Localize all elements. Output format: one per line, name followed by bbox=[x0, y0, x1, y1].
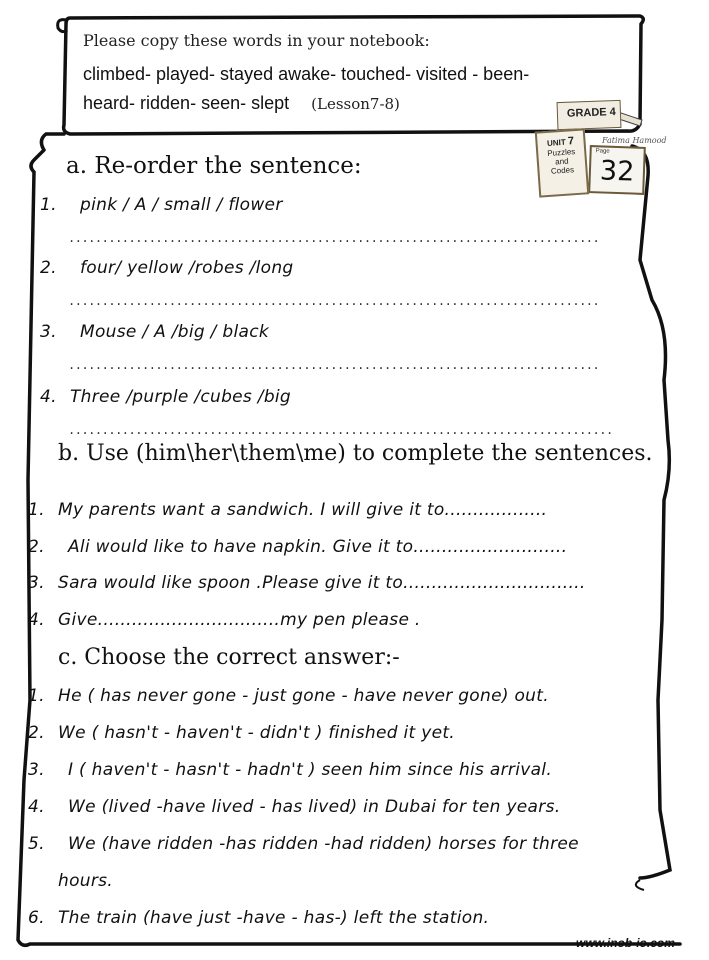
grade-badge bbox=[557, 100, 622, 130]
section-c-item-1 bbox=[28, 686, 549, 706]
section-b-item-3 bbox=[28, 573, 586, 593]
section-a-item-1 bbox=[40, 195, 283, 215]
item-text: He ( has never gone - just gone - have never gone) out. bbox=[58, 686, 549, 706]
unit-title-line-2: and bbox=[554, 156, 569, 167]
page-badge bbox=[588, 145, 646, 195]
author-signature: Fatima Hamood bbox=[602, 136, 667, 145]
section-c-item-6 bbox=[28, 908, 489, 928]
item-number: 2. bbox=[28, 723, 45, 743]
item-number: 4. bbox=[28, 610, 45, 630]
item-text: Ali would like to have napkin. Give it to........................... bbox=[68, 537, 568, 557]
item-number: 1. bbox=[28, 500, 45, 520]
item-text: Three /purple /cubes /big bbox=[70, 387, 292, 407]
unit-number: 7 bbox=[567, 135, 575, 148]
answer-line-a1: ............................................................................... bbox=[68, 231, 600, 245]
item-number: 1. bbox=[28, 686, 45, 706]
item-text: hours. bbox=[58, 871, 113, 891]
section-b-item-2 bbox=[28, 537, 567, 557]
word-list-line-2 bbox=[83, 93, 400, 114]
copy-instruction: Please copy these words in your notebook: bbox=[83, 31, 430, 50]
item-number: 5. bbox=[28, 834, 45, 854]
word-list-line-1: climbed- played- stayed awake- touched- visited - been- bbox=[83, 64, 530, 84]
lesson-reference: (Lesson7-8) bbox=[311, 95, 400, 113]
section-b-item-1 bbox=[28, 500, 547, 520]
item-text: We (lived -have lived - has lived) in Dubai for ten years. bbox=[68, 797, 561, 817]
item-number: 2. bbox=[28, 537, 45, 557]
item-number: 1. bbox=[40, 195, 57, 215]
section-c-item-2 bbox=[28, 723, 455, 743]
unit-title-line-3: Codes bbox=[550, 165, 575, 176]
section-c-item-5-continued bbox=[58, 871, 113, 891]
word-list-line-2-text: heard- ridden- seen- slept bbox=[83, 93, 290, 113]
item-number: 4. bbox=[28, 797, 45, 817]
item-number: 2. bbox=[40, 258, 57, 278]
item-number: 3. bbox=[28, 573, 45, 593]
unit-badge bbox=[535, 128, 589, 197]
section-c-item-3 bbox=[28, 760, 552, 780]
answer-line-a3: ............................................................................... bbox=[68, 358, 600, 372]
item-text: Give................................my pen please . bbox=[58, 610, 421, 630]
section-b-heading: b. Use (him\her\them\me) to complete the sentences. bbox=[58, 441, 653, 466]
unit-label: UNIT bbox=[546, 137, 567, 148]
section-c-item-5 bbox=[28, 834, 579, 854]
item-text: I ( haven't - hasn't - hadn't ) seen him since his arrival. bbox=[68, 760, 553, 780]
section-b-item-4 bbox=[28, 610, 421, 630]
item-text: The train (have just -have - has-) left the station. bbox=[58, 908, 490, 928]
unit-title-line-1: Puzzles bbox=[546, 147, 576, 158]
item-text: pink / A / small / flower bbox=[80, 195, 283, 215]
source-url: www.inob-io.com bbox=[576, 936, 675, 950]
item-text: four/ yellow /robes /long bbox=[80, 258, 294, 278]
item-number: 4. bbox=[40, 387, 57, 407]
item-text: We ( hasn't - haven't - didn't ) finished it yet. bbox=[58, 723, 456, 743]
grade-label: GRADE 4 bbox=[566, 106, 617, 120]
item-text: Mouse / A /big / black bbox=[80, 322, 270, 342]
answer-line-a4: ................................................................................. bbox=[68, 423, 613, 437]
item-number: 3. bbox=[28, 760, 45, 780]
page-label: Page bbox=[595, 148, 610, 155]
section-a-item-2 bbox=[40, 258, 294, 278]
page-number: 32 bbox=[599, 155, 635, 188]
item-number: 3. bbox=[40, 322, 57, 342]
section-a-item-3 bbox=[40, 322, 269, 342]
item-text: We (have ridden -has ridden -had ridden) horses for three bbox=[68, 834, 579, 854]
scroll-frame-right-curl bbox=[636, 880, 644, 890]
section-c-item-4 bbox=[28, 797, 560, 817]
item-text: My parents want a sandwich. I will give it to.................. bbox=[58, 500, 548, 520]
section-c-heading: c. Choose the correct answer:- bbox=[58, 645, 400, 670]
answer-line-a2: ............................................................................... bbox=[68, 294, 600, 308]
item-text: Sara would like spoon .Please give it to................................ bbox=[58, 573, 586, 593]
section-a-heading: a. Re-order the sentence: bbox=[66, 153, 362, 179]
section-a-item-4 bbox=[40, 387, 291, 407]
item-number: 6. bbox=[28, 908, 45, 928]
